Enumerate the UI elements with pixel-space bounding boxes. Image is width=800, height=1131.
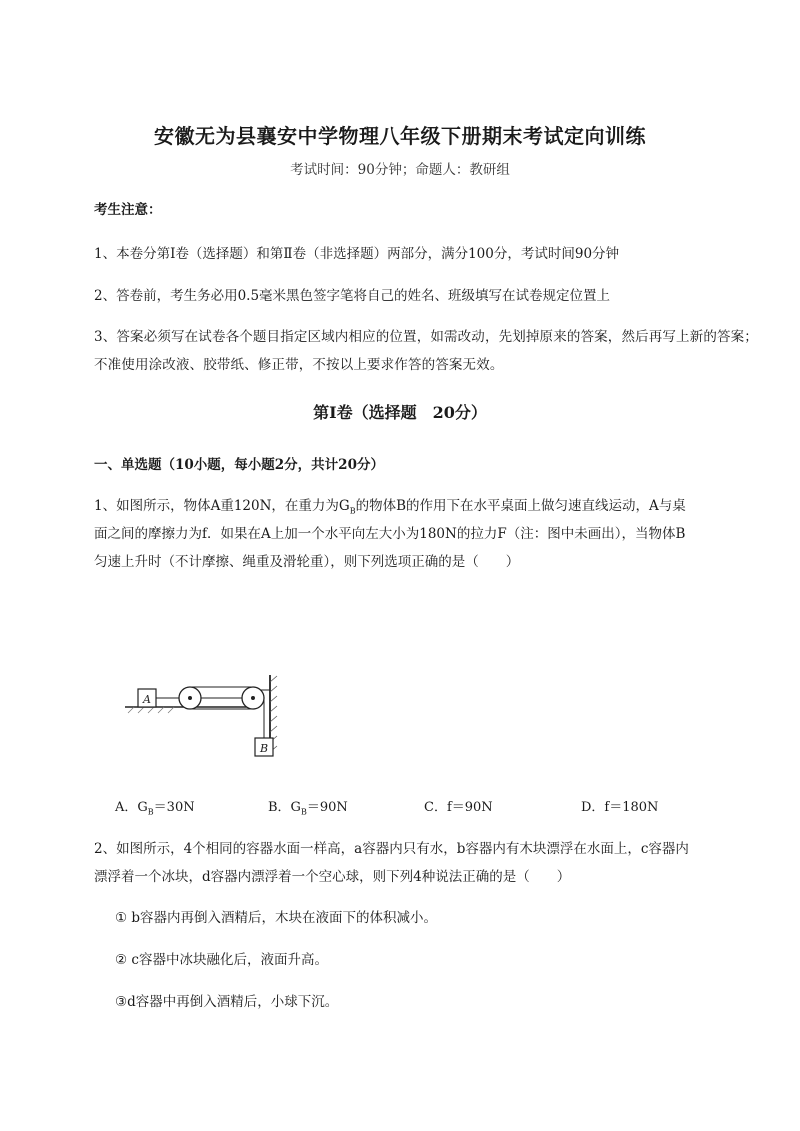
q2-statement-3: ③d容器中再倒入酒精后，小球下沉。 (115, 994, 339, 1010)
block-a-label: A (143, 693, 151, 706)
q1-option-c[interactable] (424, 794, 493, 822)
notice-item-3: 3、答案必须写在试卷各个题目指定区域内相应的位置，如需改动，先划掉原来的答案，然后再写上新的答案；不准使用涂改液、胶带纸、修正带，不按以上要求作答的答案无效。 (94, 329, 758, 373)
section-title: 第I卷（选择题 20分） (313, 403, 487, 422)
fixed-pulley-axle (251, 696, 255, 700)
q1-option-a-sub: B (147, 807, 154, 817)
page-subtitle: 考试时间：90分钟；命题人：教研组 (290, 162, 510, 178)
q1-stem-part-2: 的物体B的作用下在水平桌面上做匀速直线运动，A与桌 (355, 498, 686, 514)
q1-option-b-value: ＝90N (306, 800, 348, 815)
part-heading: 一、单选题（10小题，每小题2分，共计20分） (94, 457, 384, 473)
notice-item-2: 2、答卷前，考生务必用0.5毫米黑色签字笔将自己的姓名、班级填写在试卷规定位置上 (94, 288, 611, 304)
notice-heading: 考生注意： (94, 202, 162, 218)
pulley-diagram (120, 670, 295, 765)
table-hatching (128, 707, 174, 713)
q1-option-d[interactable] (581, 794, 658, 822)
q1-option-a[interactable] (115, 794, 195, 827)
q1-option-d-text: D．f＝180N (581, 800, 659, 815)
notice-item-1: 1、本卷分第I卷（选择题）和第Ⅱ卷（非选择题）两部分，满分100分，考试时间90分钟 (94, 246, 620, 262)
q1-option-a-text: A．G (115, 800, 148, 815)
q1-stem-subscript: B (349, 506, 356, 516)
q2-stem-line-1: 2、如图所示，4个相同的容器水面一样高，a容器内只有水，b容器内有木块漂浮在水面上，c容器内 (94, 841, 689, 857)
q1-option-a-value: ＝30N (153, 800, 195, 815)
q1-stem-line-2: 面之间的摩擦力为f．如果在A上加一个水平向左大小为180N的拉力F（注：图中未画出），当物体B (94, 526, 686, 542)
q2-stem-line-2: 漂浮着一个冰块，d容器内漂浮着一个空心球，则下列4种说法正确的是（ ） (94, 869, 571, 885)
q1-stem-line-3: 匀速上升时（不计摩擦、绳重及滑轮重），则下列选项正确的是（ ） (94, 554, 520, 570)
q1-option-b-text: B．G (268, 800, 301, 815)
q1-pulley-figure (120, 670, 295, 765)
q2-statement-2: ② c容器中冰块融化后，液面升高。 (115, 952, 328, 968)
q2-statement-1: ① b容器内再倒入酒精后，木块在液面下的体积减小。 (115, 910, 438, 926)
q1-option-b[interactable] (268, 794, 348, 827)
block-b-label: B (259, 742, 269, 755)
movable-pulley-axle (188, 696, 192, 700)
q1-option-b-sub: B (300, 807, 307, 817)
q1-option-c-text: C．f＝90N (424, 800, 493, 815)
page-title: 安徽无为县襄安中学物理八年级下册期末考试定向训练 (154, 124, 646, 148)
q1-stem-part-1: 1、如图所示，物体A重120N，在重力为G (94, 498, 350, 514)
